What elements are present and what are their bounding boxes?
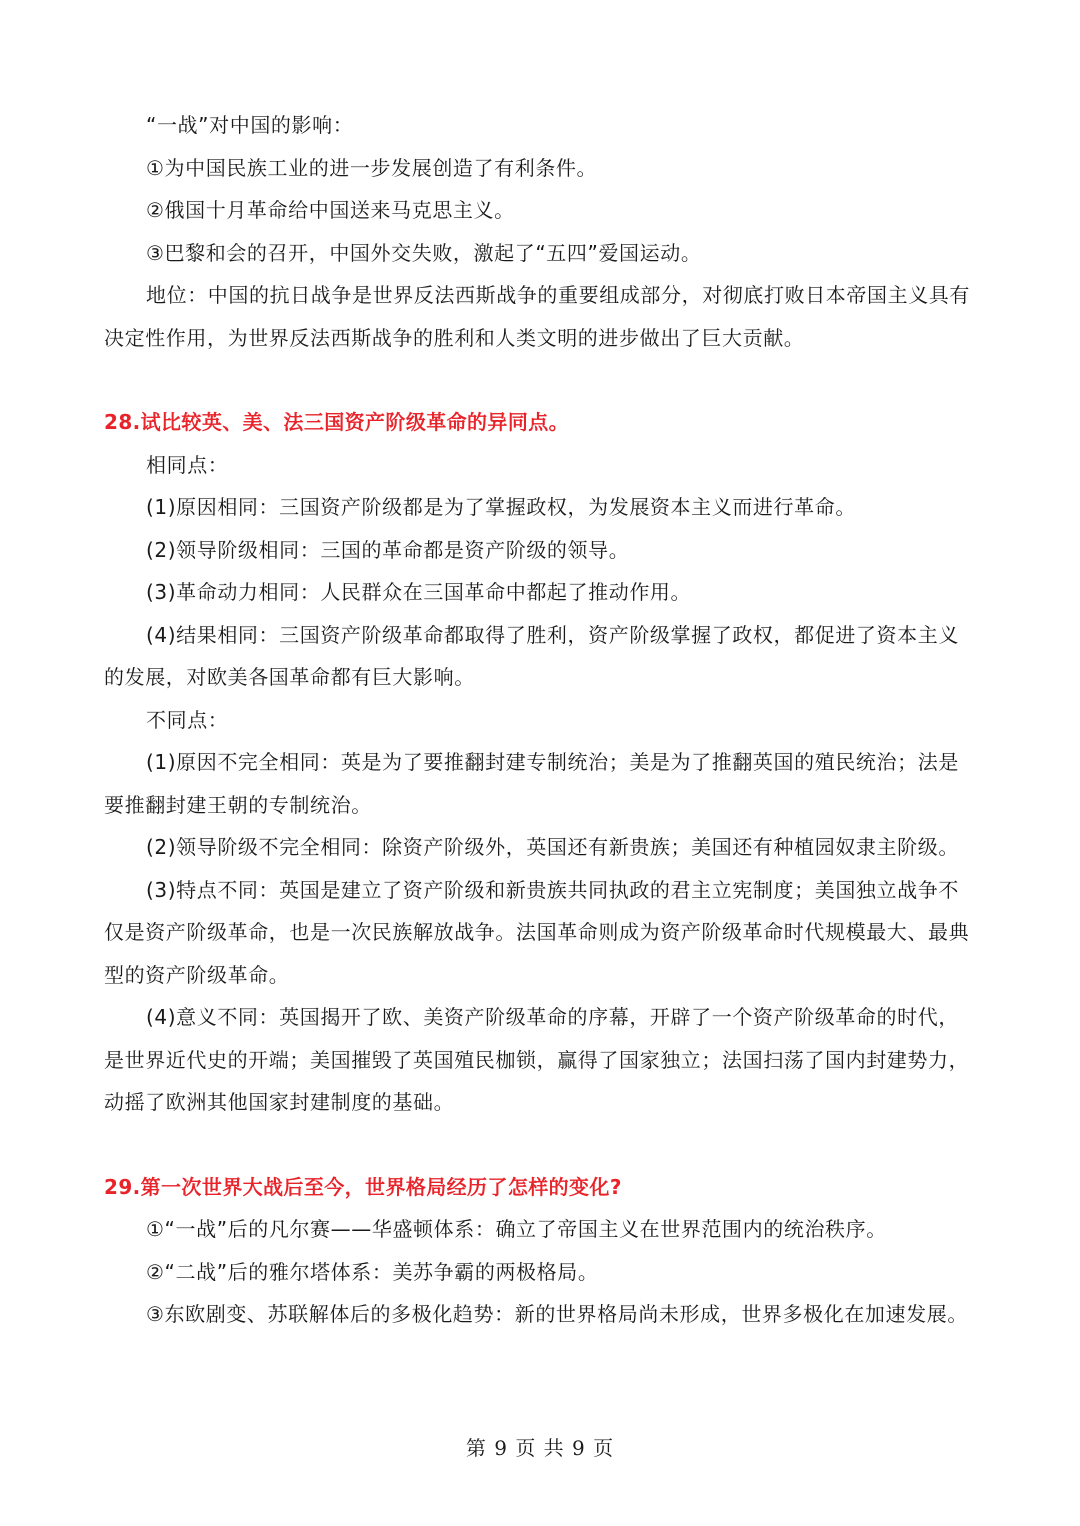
pattern-item-2: ②“二战”后的雅尔塔体系：美苏争霸的两极格局。 bbox=[146, 1259, 599, 1284]
different-label: 不同点： bbox=[146, 707, 229, 732]
page-content bbox=[104, 104, 976, 1336]
spacer bbox=[104, 359, 976, 401]
question-29-title: 29.第一次世界大战后至今，世界格局经历了怎样的变化? bbox=[104, 1174, 622, 1199]
page-number-footer: 第 9 页 共 9 页 bbox=[465, 1436, 615, 1460]
status-paragraph: 地位：中国的抗日战争是世界反法西斯战争的重要组成部分，对彻底打败日本帝国主义具有决定性作用，为世界反法西斯战争的胜利和人类文明的进步做出了巨大贡献。 bbox=[104, 283, 970, 350]
similar-item-4: (4)结果相同：三国资产阶级革命都取得了胜利，资产阶级掌握了政权，都促进了资本主义的发展，对欧美各国革命都有巨大影响。 bbox=[104, 622, 959, 689]
similar-item-2: (2)领导阶级相同：三国的革命都是资产阶级的领导。 bbox=[146, 537, 630, 562]
spacer bbox=[104, 1124, 976, 1166]
question-28-title: 28.试比较英、美、法三国资产阶级革命的异同点。 bbox=[104, 410, 570, 434]
similar-item-1: (1)原因相同：三国资产阶级都是为了掌握政权，为发展资本主义而进行革命。 bbox=[146, 495, 856, 519]
influence-item-2: ②俄国十月革命给中国送来马克思主义。 bbox=[146, 198, 515, 222]
different-item-2: (2)领导阶级不完全相同：除资产阶级外，英国还有新贵族；美国还有种植园奴隶主阶级。 bbox=[146, 835, 959, 859]
influence-item-3: ③巴黎和会的召开，中国外交失败，激起了“五四”爱国运动。 bbox=[146, 240, 702, 265]
similar-label: 相同点： bbox=[146, 452, 229, 477]
pattern-item-3: ③东欧剧变、苏联解体后的多极化趋势：新的世界格局尚未形成，世界多极化在加速发展。 bbox=[146, 1302, 968, 1326]
similar-item-3: (3)革命动力相同：人民群众在三国革命中都起了推动作用。 bbox=[146, 580, 692, 604]
influence-title: “一战”对中国的影响： bbox=[146, 113, 354, 137]
pattern-item-1: ①“一战”后的凡尔赛——华盛顿体系：确立了帝国主义在世界范围内的统治秩序。 bbox=[146, 1217, 887, 1241]
different-item-1: (1)原因不完全相同：英是为了要推翻封建专制统治；美是为了推翻英国的殖民统治；法是要推翻封建王朝的专制统治。 bbox=[104, 750, 959, 817]
different-item-4: (4)意义不同：英国揭开了欧、美资产阶级革命的序幕，开辟了一个资产阶级革命的时代，是世界近代史的开端；美国摧毁了英国殖民枷锁，赢得了国家独立；法国扫荡了国内封建势力，动摇了欧洲其他国家封建制度的基础。 bbox=[104, 1005, 970, 1114]
influence-item-1: ①为中国民族工业的进一步发展创造了有利条件。 bbox=[146, 155, 598, 180]
different-item-3: (3)特点不同：英国是建立了资产阶级和新贵族共同执政的君主立宪制度；美国独立战争不仅是资产阶级革命，也是一次民族解放战争。法国革命则成为资产阶级革命时代规模最大、最典型的资产阶级革命。 bbox=[104, 877, 970, 987]
